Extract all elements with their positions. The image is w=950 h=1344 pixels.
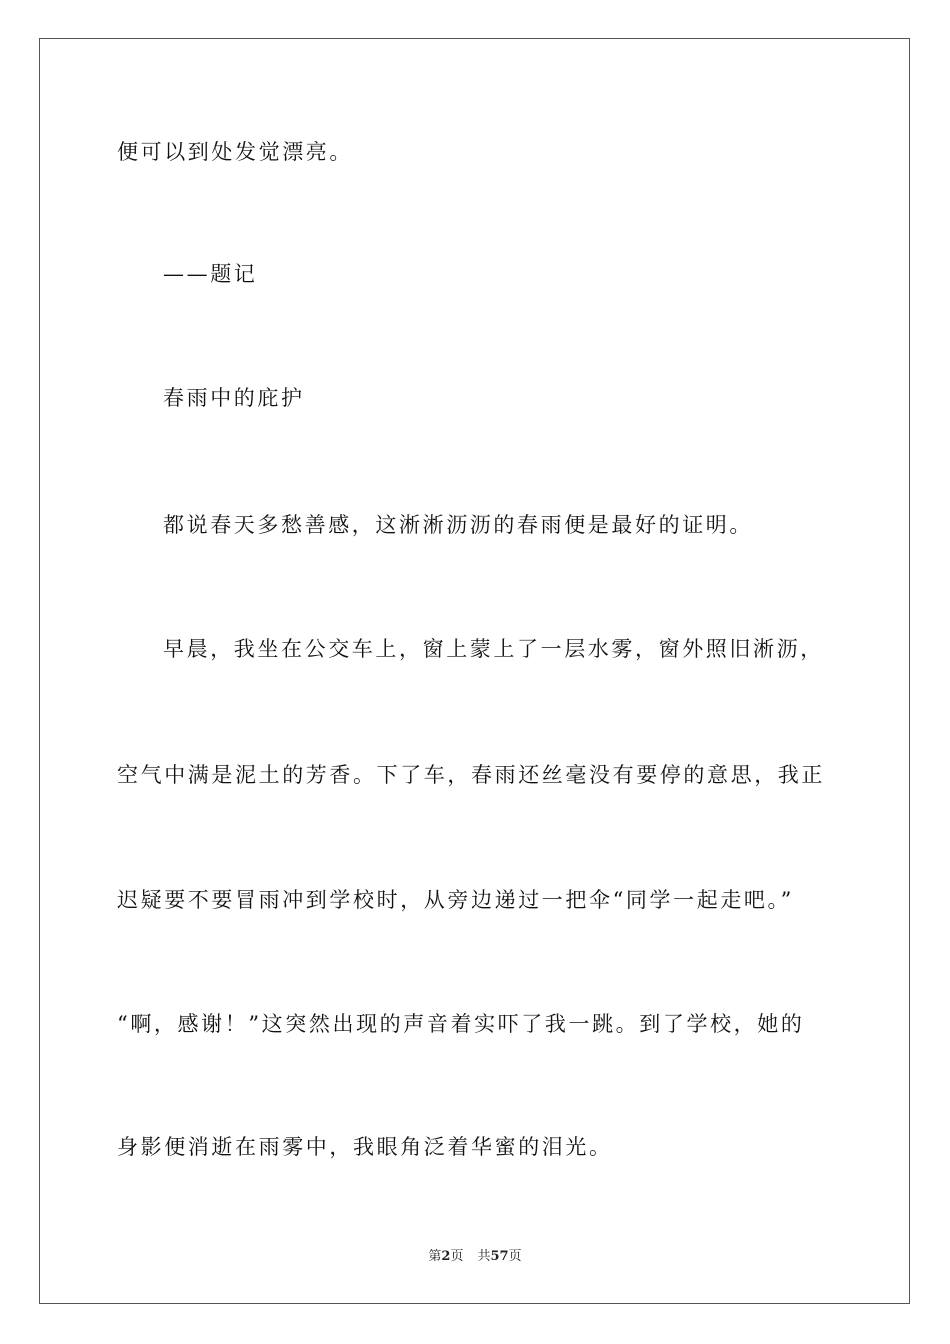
page-prefix: 第	[428, 1249, 442, 1264]
page-number: 2	[441, 1249, 451, 1264]
text-line-1: 便可以到处发觉漂亮。	[117, 140, 353, 164]
paragraph-2-line-3: 迟疑要不要冒雨冲到学校时，从旁边递过一把伞“同学一起走吧。”	[117, 888, 794, 912]
total-pages: 57	[490, 1249, 509, 1264]
paragraph-1: 都说春天多愁善感，这淅淅沥沥的春雨便是最好的证明。	[163, 513, 753, 537]
page-suffix: 页	[450, 1249, 464, 1264]
total-suffix: 页	[508, 1249, 522, 1264]
paragraph-2-line-4: “啊，感谢！”这突然出现的声音着实吓了我一跳。到了学校，她的	[117, 1012, 805, 1036]
total-prefix: 共	[477, 1249, 491, 1264]
paragraph-2-line-2: 空气中满是泥土的芳香。下了车，春雨还丝毫没有要停的意思，我正	[117, 763, 825, 787]
epigraph-attribution: ——题记	[163, 262, 258, 286]
section-title: 春雨中的庇护	[163, 386, 305, 410]
paragraph-2-line-5: 身影便消逝在雨雾中，我眼角泛着华蜜的泪光。	[117, 1135, 613, 1159]
page-footer	[0, 1249, 950, 1265]
paragraph-2-line-1: 早晨，我坐在公交车上，窗上蒙上了一层水雾，窗外照旧淅沥，	[163, 637, 824, 661]
page-border	[39, 38, 910, 1304]
